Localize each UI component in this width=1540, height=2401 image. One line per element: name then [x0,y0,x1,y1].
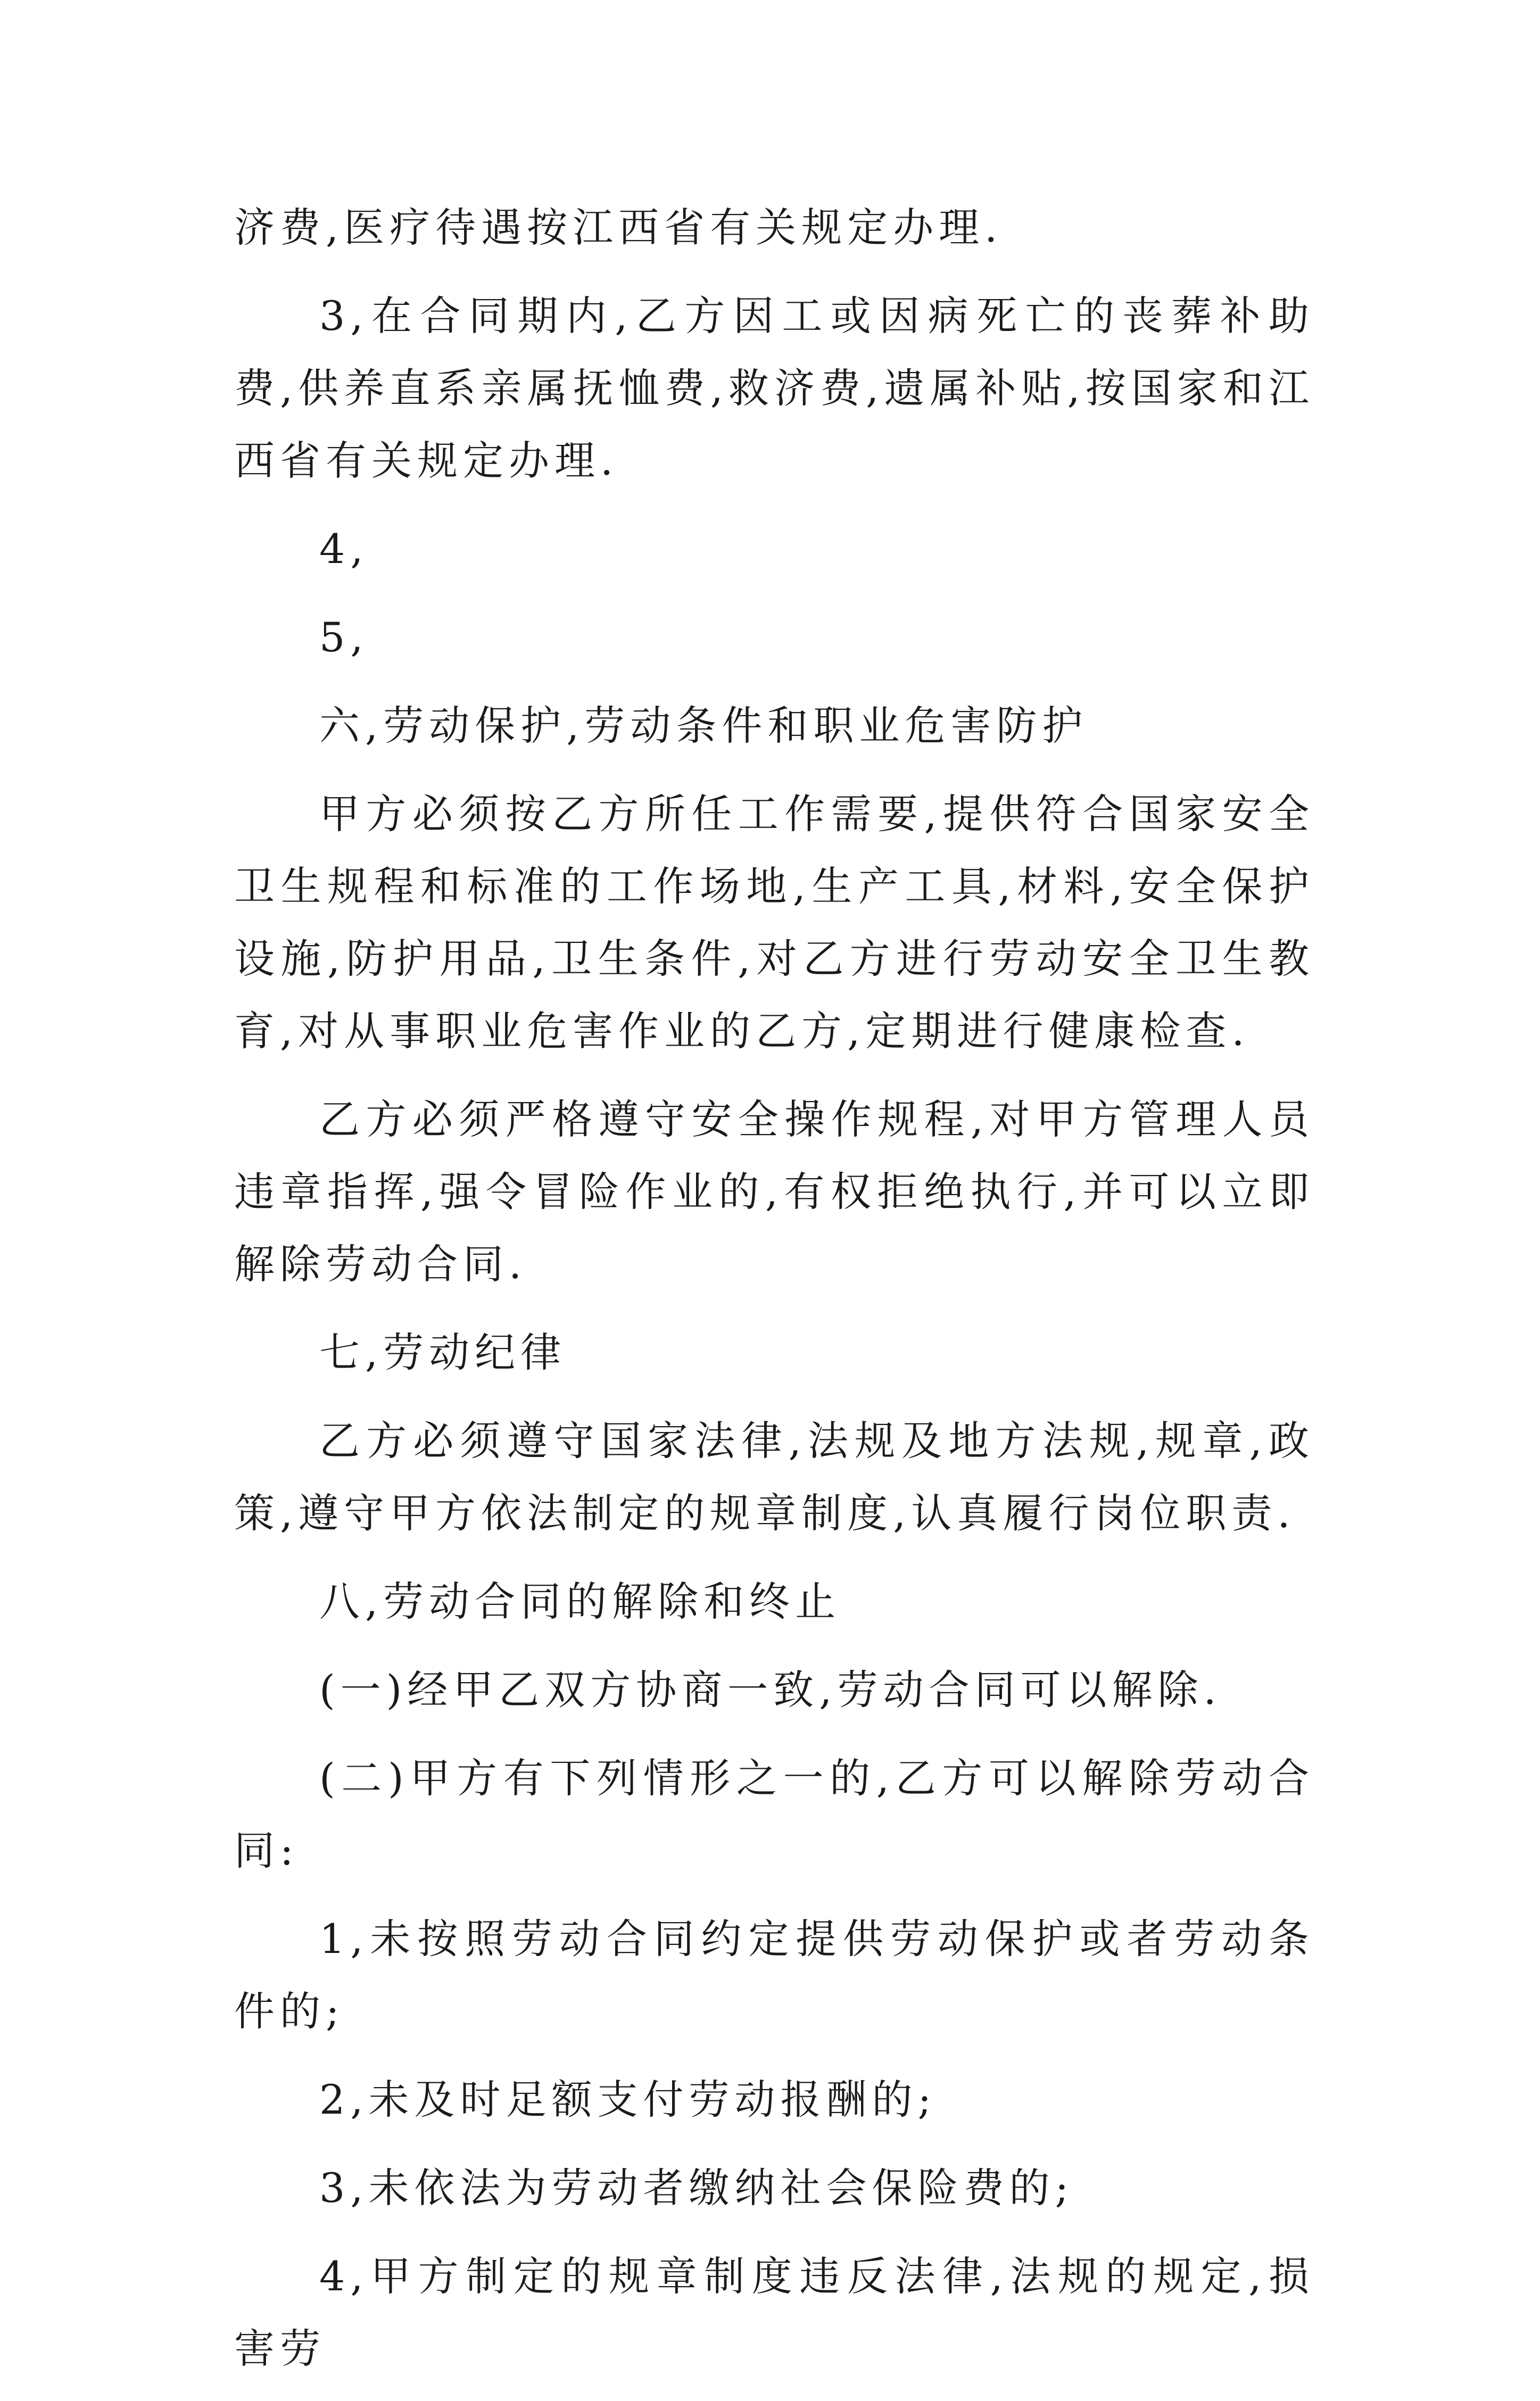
section-heading-7-labor-discipline: 七,劳动纪律 [319,1329,567,1376]
list-item-termination-2: 2,未及时足额支付劳动报酬的; [319,2076,937,2123]
paragraph-employer-safety-duty: 甲方必须按乙方所任工作需要,提供符合国家安全卫生规程和标准的工作场地,生产工具,材料,安全保护设施,防护用品,卫生条件,对乙方进行劳动安全卫生教育,对从事职业危害作业的乙方,定期进行健康检查. [234,790,1314,1055]
paragraph-clause-5: 5, [319,614,369,661]
paragraph-clause-3-funeral: 3,在合同期内,乙方因工或因病死亡的丧葬补助费,供养直系亲属抚恤费,救济费,遗属补贴,按国家和江西省有关规定办理. [234,292,1314,484]
paragraph-discipline-rules: 乙方必须遵守国家法律,法规及地方法规,规章,政策,遵守甲方依法制定的规章制度,认真履行岗位职责. [234,1417,1314,1537]
list-item-termination-3: 3,未依法为劳动者缴纳社会保险费的; [319,2164,1074,2212]
document-body [234,192,1314,2401]
paragraph-termination-mutual: (一)经甲乙双方协商一致,劳动合同可以解除. [319,1666,1222,1713]
paragraph-medical-treatment-tail: 济费,医疗待遇按江西省有关规定办理. [234,204,1003,251]
paragraph-employee-safety-duty: 乙方必须严格遵守安全操作规程,对甲方管理人员违章指挥,强令冒险作业的,有权拒绝执行,并可以立即解除劳动合同. [234,1096,1314,1288]
section-heading-6-labor-protection: 六,劳动保护,劳动条件和职业危害防护 [319,702,1088,749]
paragraph-termination-by-employee: (二)甲方有下列情形之一的,乙方可以解除劳动合同: [234,1754,1314,1874]
list-item-termination-4: 4,甲方制定的规章制度违反法律,法规的规定,损害劳 [234,2253,1314,2372]
section-heading-8-termination: 八,劳动合同的解除和终止 [319,1578,841,1625]
paragraph-clause-4: 4, [319,525,369,573]
list-item-termination-1: 1,未按照劳动合同约定提供劳动保护或者劳动条件的; [234,1915,1314,2035]
